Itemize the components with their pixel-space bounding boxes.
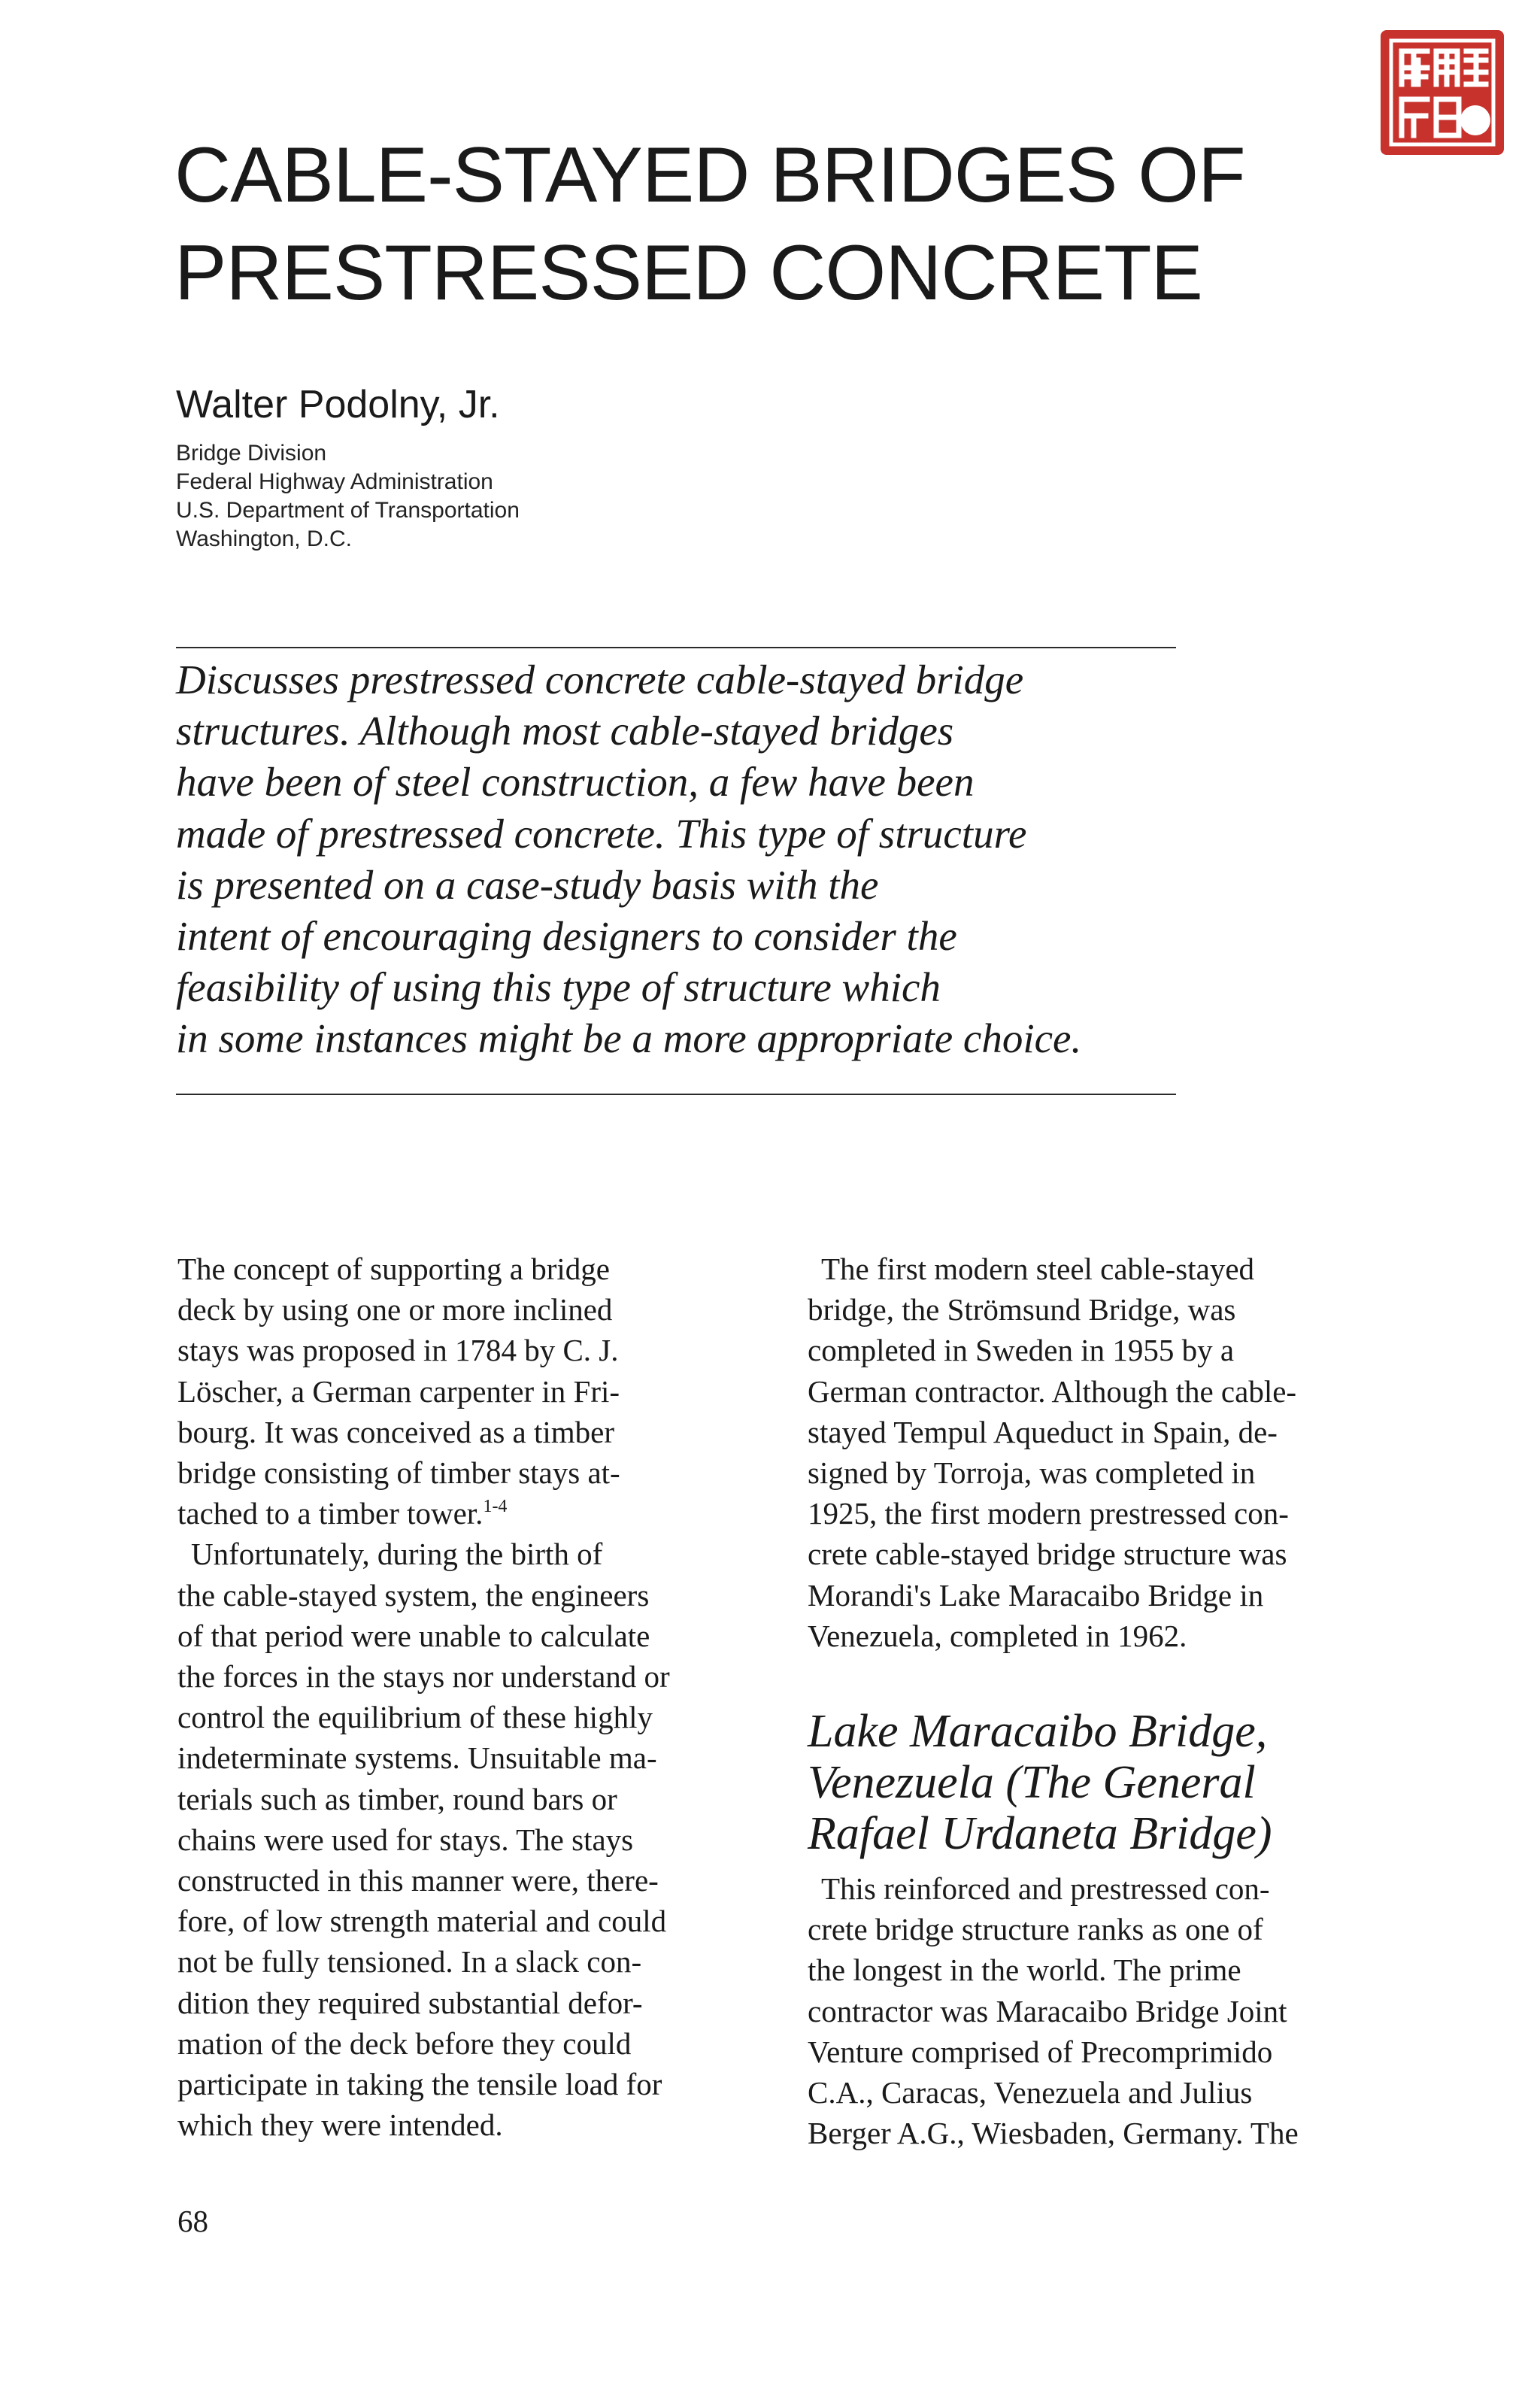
text-line: German contractor. Although the cable- bbox=[808, 1373, 1297, 1409]
library-seal-stamp bbox=[1381, 30, 1504, 155]
abstract-bottom-rule bbox=[176, 1094, 1176, 1095]
text-line: the forces in the stays nor understand or bbox=[177, 1659, 670, 1695]
text-line: of that period were unable to calculate bbox=[177, 1618, 650, 1653]
abstract-top-rule bbox=[176, 647, 1176, 648]
text-line: the cable-stayed system, the engineers bbox=[177, 1577, 650, 1613]
abstract-line: made of prestressed concrete. This type of structure bbox=[176, 810, 1027, 857]
section-heading-line: Lake Maracaibo Bridge, bbox=[808, 1706, 1268, 1758]
page-number: 68 bbox=[177, 2204, 208, 2238]
reference-superscript: 1-4 bbox=[483, 1497, 508, 1517]
text-line: not be fully tensioned. In a slack con- bbox=[177, 1944, 642, 1980]
text-line: Berger A.G., Wiesbaden, Germany. The bbox=[808, 2116, 1299, 2151]
text-line: deck by using one or more inclined bbox=[177, 1292, 613, 1327]
text-line: chains were used for stays. The stays bbox=[177, 1822, 634, 1857]
text-line: terials such as timber, round bars or bbox=[177, 1781, 617, 1816]
affiliation-line: Bridge Division bbox=[176, 441, 327, 466]
text-line: indeterminate systems. Unsuitable ma- bbox=[177, 1740, 657, 1776]
section-heading bbox=[808, 1706, 1402, 1859]
text-line: mation of the deck before they could bbox=[177, 2025, 632, 2061]
title-line-1: CABLE-STAYED BRIDGES OF bbox=[174, 132, 1245, 219]
affiliation-line: Washington, D.C. bbox=[176, 526, 352, 551]
text-line: 1925, the first modern prestressed con- bbox=[808, 1496, 1289, 1531]
text-line: bridge consisting of timber stays at- bbox=[177, 1455, 620, 1491]
text-line: which they were intended. bbox=[177, 2107, 503, 2143]
text-line: dition they required substantial defor- bbox=[177, 1985, 643, 2020]
article-title bbox=[174, 126, 1378, 322]
text-line: The first modern steel cable-stayed bbox=[821, 1252, 1255, 1286]
text-line: crete cable-stayed bridge structure was bbox=[808, 1537, 1287, 1572]
text-line: Venezuela, completed in 1962. bbox=[808, 1618, 1187, 1653]
text-line: participate in taking the tensile load for bbox=[177, 2067, 662, 2102]
abstract-line: feasibility of using this type of structure which bbox=[176, 964, 941, 1011]
title-line-2: PRESTRESSED CONCRETE bbox=[174, 229, 1202, 317]
text-line: crete bridge structure ranks as one of bbox=[808, 1912, 1263, 1947]
text-line: completed in Sweden in 1955 by a bbox=[808, 1333, 1235, 1368]
abstract-line: in some instances might be a more appropriate choice. bbox=[176, 1015, 1082, 1062]
text-line: The concept of supporting a bridge bbox=[177, 1252, 610, 1286]
text-line: contractor was Maracaibo Bridge Joint bbox=[808, 1993, 1287, 2028]
text-line: Venture comprised of Precomprimido bbox=[808, 2034, 1273, 2069]
text-line: signed by Torroja, was completed in bbox=[808, 1455, 1256, 1491]
abstract-line: Discusses prestressed concrete cable-stayed bridge bbox=[176, 657, 1024, 702]
text-line: bridge, the Strömsund Bridge, was bbox=[808, 1292, 1236, 1327]
paragraph-maracaibo bbox=[808, 1868, 1402, 2153]
text-line: Unfortunately, during the birth of bbox=[191, 1537, 603, 1572]
abstract-line: intent of encouraging designers to consider the bbox=[176, 913, 957, 960]
text-line: constructed in this manner were, there- bbox=[177, 1863, 659, 1898]
author-affiliation bbox=[176, 439, 520, 554]
abstract-line: structures. Although most cable-stayed bridges bbox=[176, 708, 954, 754]
text-line bbox=[177, 1493, 772, 1534]
body-column-left bbox=[177, 1249, 772, 2145]
affiliation-line: Federal Highway Administration bbox=[176, 469, 493, 494]
text-line: This reinforced and prestressed con- bbox=[821, 1871, 1270, 1907]
affiliation-line: U.S. Department of Transportation bbox=[176, 498, 520, 523]
paragraph-modern-bridges bbox=[808, 1249, 1402, 1656]
text-line: Morandi's Lake Maracaibo Bridge in bbox=[808, 1577, 1264, 1613]
text-line-content: tached to a timber tower. bbox=[177, 1496, 484, 1531]
text-line: the longest in the world. The prime bbox=[808, 1953, 1241, 1988]
abstract bbox=[176, 654, 1244, 1065]
text-line: C.A., Caracas, Venezuela and Julius bbox=[808, 2075, 1253, 2110]
paragraph-early-failures bbox=[177, 1534, 772, 2145]
text-line: control the equilibrium of these highly bbox=[177, 1700, 653, 1735]
text-line: stayed Tempul Aqueduct in Spain, de- bbox=[808, 1414, 1278, 1449]
abstract-line: have been of steel construction, a few have been bbox=[176, 759, 975, 806]
paragraph-history bbox=[177, 1249, 772, 1534]
author-name: Walter Podolny, Jr. bbox=[176, 383, 500, 426]
section-heading-line: Rafael Urdaneta Bridge) bbox=[808, 1808, 1272, 1860]
section-heading-line: Venezuela (The General bbox=[808, 1757, 1256, 1809]
abstract-line: is presented on a case-study basis with the bbox=[176, 861, 879, 908]
text-line: Löscher, a German carpenter in Fri- bbox=[177, 1373, 620, 1409]
text-line: fore, of low strength material and could bbox=[177, 1904, 667, 1939]
text-line: bourg. It was conceived as a timber bbox=[177, 1414, 615, 1449]
text-line: stays was proposed in 1784 by C. J. bbox=[177, 1333, 619, 1368]
body-column-right bbox=[808, 1249, 1402, 2153]
